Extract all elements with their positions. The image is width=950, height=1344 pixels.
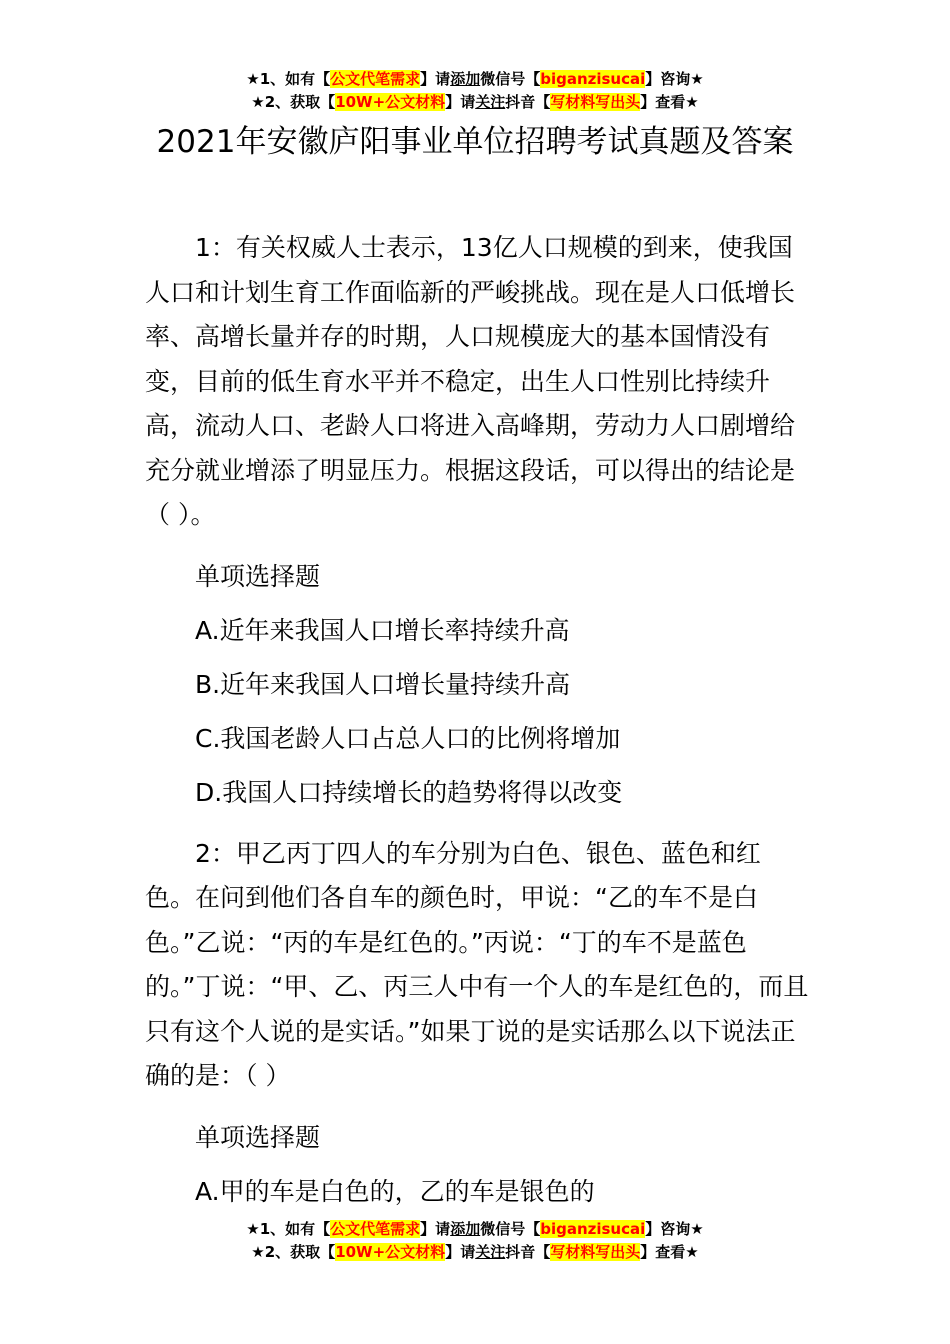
banner-highlight: 写材料写出头 bbox=[550, 1243, 641, 1261]
banner-text: 】查看★ bbox=[640, 1243, 699, 1261]
banner-line-1 bbox=[0, 68, 950, 91]
question-1-option-a: A.近年来我国人口增长率持续升高 bbox=[195, 615, 570, 645]
banner-highlight: 公文代笔需求 bbox=[330, 1220, 421, 1238]
question-2-text: 2：甲乙丙丁四人的车分别为白色、银色、蓝色和红色。在问到他们各自车的颜色时，甲说：“乙的车不是白色。”乙说：“丙的车是红色的。”丙说：“丁的车不是蓝色的。”丁说：“甲、乙、丙三人中有一个人的车是红色的，而且只有这个人说的是实话。”如果丁说的是实话那么以下说法正确的是：（ ） bbox=[145, 838, 809, 1090]
question-1-text: 1：有关权威人士表示，13亿人口规模的到来，使我国人口和计划生育工作面临新的严峻挑战。现在是人口低增长率、高增长量并存的时期，人口规模庞大的基本国情没有变，目前的低生育水平并不稳定，出生人口性别比持续升高，流动人口、老龄人口将进入高峰期，劳动力人口剧增给充分就业增添了明显压力。根据这段话，可以得出的结论是（ ）。 bbox=[145, 233, 796, 529]
question-2-type: 单项选择题 bbox=[195, 1122, 321, 1152]
banner-text: 微信号【 bbox=[480, 1220, 541, 1238]
banner-text: 】查看★ bbox=[640, 93, 699, 111]
banner-highlight: 10W+公文材料 bbox=[335, 93, 446, 111]
banner-text: 抖音【 bbox=[505, 93, 551, 111]
banner-text: 】咨询★ bbox=[645, 70, 704, 88]
question-1-option-d: D.我国人口持续增长的趋势将得以改变 bbox=[195, 777, 623, 807]
question-1-option-c: C.我国老龄人口占总人口的比例将增加 bbox=[195, 723, 621, 753]
banner-highlight: 写材料写出头 bbox=[550, 93, 641, 111]
banner-underline: 添加 bbox=[450, 70, 481, 88]
banner-underline: 关注 bbox=[475, 1243, 506, 1261]
header-banner bbox=[0, 68, 950, 114]
banner-text: 】请 bbox=[420, 70, 451, 88]
banner-text: ★1、如有【 bbox=[246, 70, 331, 88]
banner-text: 微信号【 bbox=[480, 70, 541, 88]
banner-line-1 bbox=[0, 1218, 950, 1241]
question-2-option-a: A.甲的车是白色的，乙的车是银色的 bbox=[195, 1176, 595, 1206]
banner-text: ★2、获取【 bbox=[251, 93, 336, 111]
banner-underline: 关注 bbox=[475, 93, 506, 111]
banner-text: ★2、获取【 bbox=[251, 1243, 336, 1261]
banner-highlight: biganzisucai bbox=[540, 70, 646, 88]
banner-line-2 bbox=[0, 91, 950, 114]
question-1-option-b: B.近年来我国人口增长量持续升高 bbox=[195, 669, 571, 699]
banner-text: 】请 bbox=[420, 1220, 451, 1238]
banner-line-2 bbox=[0, 1241, 950, 1264]
banner-highlight: 10W+公文材料 bbox=[335, 1243, 446, 1261]
banner-text: 抖音【 bbox=[505, 1243, 551, 1261]
footer-banner bbox=[0, 1218, 950, 1264]
banner-highlight: biganzisucai bbox=[540, 1220, 646, 1238]
banner-underline: 添加 bbox=[450, 1220, 481, 1238]
document-body bbox=[145, 226, 810, 1207]
banner-text: 】咨询★ bbox=[645, 1220, 704, 1238]
question-1-type: 单项选择题 bbox=[195, 561, 321, 591]
document-title: 2021年安徽庐阳事业单位招聘考试真题及答案 bbox=[156, 124, 794, 160]
banner-text: ★1、如有【 bbox=[246, 1220, 331, 1238]
banner-highlight: 公文代笔需求 bbox=[330, 70, 421, 88]
banner-text: 】请 bbox=[445, 1243, 476, 1261]
banner-text: 】请 bbox=[445, 93, 476, 111]
